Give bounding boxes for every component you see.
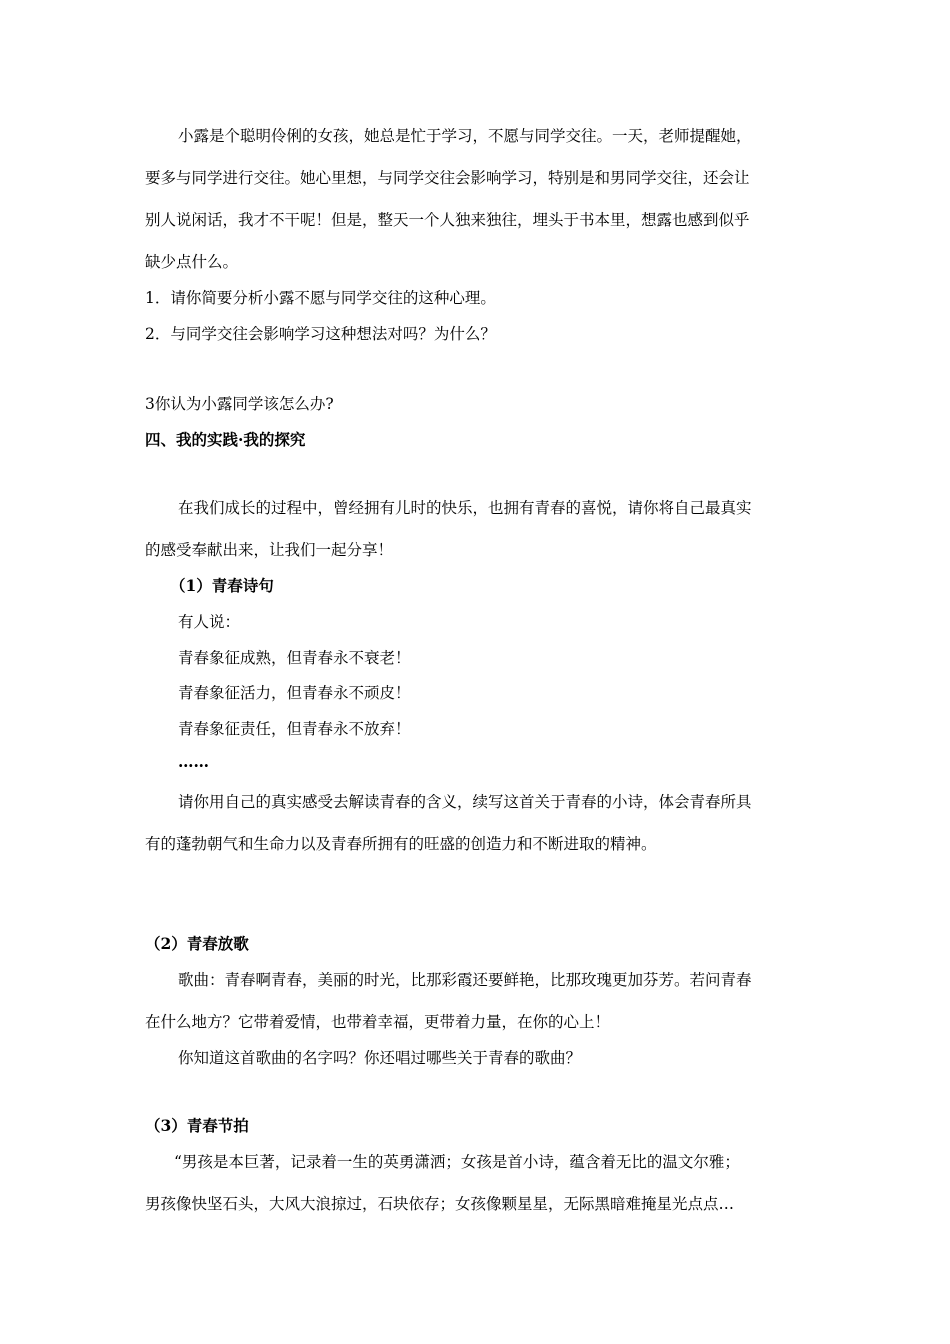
rhythm-text-line: “男孩是本巨著，记录着一生的英勇潇洒；女孩是首小诗，蕴含着无比的温文尔雅；	[174, 1153, 740, 1171]
poem-task-line: 请你用自己的真实感受去解读青春的含义，续写这首关于青春的小诗，体会青春所具	[178, 793, 752, 811]
song-question: 你知道这首歌曲的名字吗？你还唱过哪些关于青春的歌曲？	[178, 1049, 582, 1067]
case-paragraph-line: 缺少点什么。	[145, 253, 239, 271]
poem-line: 青春象征成熟，但青春永不衰老！	[178, 649, 411, 667]
song-lyrics-line: 在什么地方？它带着爱情，也带着幸福，更带着力量，在你的心上！	[145, 1013, 611, 1031]
question-1: 1．请你简要分析小露不愿与同学交往的这种心理。	[145, 289, 496, 307]
question-2: 2．与同学交往会影响学习这种想法对吗？为什么？	[145, 325, 496, 343]
poem-task-line: 有的蓬勃朝气和生命力以及青春所拥有的旺盛的创造力和不断进取的精神。	[145, 835, 657, 853]
practice-intro-line: 在我们成长的过程中，曾经拥有儿时的快乐，也拥有青春的喜悦，请你将自己最真实	[178, 499, 752, 517]
case-paragraph-line: 要多与同学进行交往。她心里想，与同学交往会影响学习，特别是和男同学交往，还会让	[145, 169, 750, 187]
poem-line: 青春象征活力，但青春永不顽皮！	[178, 684, 411, 702]
poem-line: 有人说：	[178, 613, 241, 631]
question-3: 3你认为小露同学该怎么办?	[145, 395, 334, 413]
section-heading-practice: 四、我的实践·我的探究	[145, 430, 306, 449]
rhythm-text-line: 男孩像快坚石头，大风大浪掠过，石块依存；女孩像颗星星，无际黑暗难掩星光点点…	[145, 1195, 735, 1213]
song-lyrics-line: 歌曲：青春啊青春，美丽的时光，比那彩霞还要鲜艳，比那玫瑰更加芬芳。若问青春	[178, 971, 752, 989]
poem-ellipsis: ……	[178, 752, 209, 771]
subheading-rhythm: （3）青春节拍	[145, 1116, 249, 1135]
subheading-song: （2）青春放歌	[145, 934, 249, 953]
poem-line: 青春象征责任，但青春永不放弃！	[178, 720, 411, 738]
case-paragraph-line: 小露是个聪明伶俐的女孩，她总是忙于学习，不愿与同学交往。一天，老师提醒她，	[178, 127, 752, 145]
case-paragraph-line: 别人说闲话，我才不干呢！但是，整天一个人独来独往，埋头于书本里，想露也感到似乎	[145, 211, 750, 229]
subheading-poem: （1）青春诗句	[170, 576, 274, 595]
practice-intro-line: 的感受奉献出来，让我们一起分享！	[145, 541, 394, 559]
